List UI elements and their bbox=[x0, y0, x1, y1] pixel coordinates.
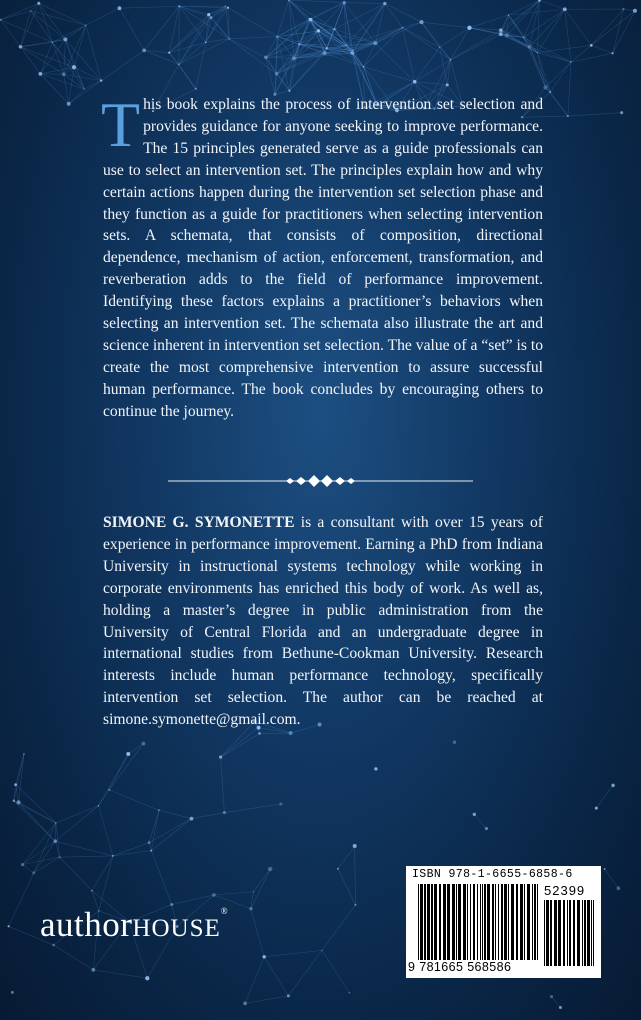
publisher-logo bbox=[40, 905, 228, 945]
isbn-text: ISBN 978-1-6655-6858-6 bbox=[412, 868, 573, 881]
registered-mark: ® bbox=[220, 906, 229, 916]
logo-author: author bbox=[40, 905, 133, 944]
bio-text: is a consultant with over 15 years of experience in performance improvement. Earning a PhD from Indiana University in instructional systems technology while working in corporate environments has enriched this body of work. As well as, holding a master’s degree in public administration from the University of Central Florida and an undergraduate degree in international studies from Bethune-Cookman University. Research interests include human performance technology, specifically intervention set selection. The author can be reached at simone.symonette@gmail.com. bbox=[103, 514, 543, 729]
author-name: SIMONE G. SYMONETTE bbox=[103, 514, 295, 531]
logo-house: HOUSE bbox=[132, 915, 221, 942]
description-text: his book explains the process of intervention set selection and provides guidance for anyone seeking to improve performance. The 15 principles generated serve as a guide professionals can use to select an intervention set. The principles explain how and why certain actions happen during the intervention set selection phase and they function as a guide for practitioners when selecting intervention sets. A schemata, that consists of composition, directional dependence, mechanism of action, enforcement, transformation, and reverberation adds to the field of performance improvement. Identifying these factors explains a practitioner’s behaviors when selecting an intervention set. The schemata also illustrate the art and science inherent in intervention set selection. The value of a “set” is to create the most comprehensive intervention to assure successful human performance. The book concludes by encouraging others to continue the journey. bbox=[103, 96, 543, 420]
ornamental-divider bbox=[168, 473, 473, 489]
isbn-barcode bbox=[406, 866, 601, 978]
price-code: 52399 bbox=[544, 883, 586, 898]
barcode-digits: 9 781665 568586 bbox=[408, 960, 512, 974]
drop-cap: T bbox=[101, 89, 141, 160]
author-bio bbox=[103, 512, 543, 731]
book-description bbox=[101, 89, 543, 423]
